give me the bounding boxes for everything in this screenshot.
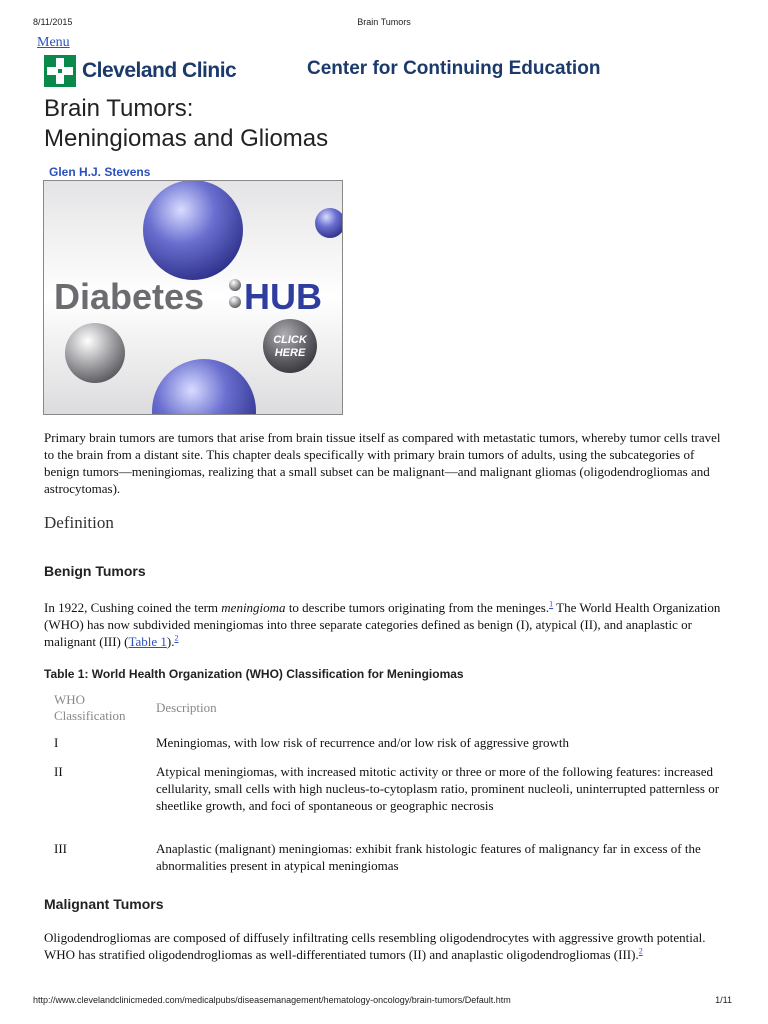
table-cell-description: Atypical meningiomas, with increased mitotic activity or three or more of the following features: increased cellularity, small cells with high nucleus-to-cytoplasm ratio, prominent nucleoli, uninterrupted patternless or sheetlike growth, and foci of spontaneous or geographic necrosis <box>156 764 720 813</box>
ad-sphere-grey <box>65 323 125 383</box>
logo-text: Cleveland Clinic <box>82 59 237 82</box>
menu-link[interactable]: Menu <box>37 35 70 50</box>
print-date: 8/11/2015 <box>33 17 73 27</box>
table-cell-description: Anaplastic (malignant) meningiomas: exhibit frank histologic features of malignancy far in excess of the abnormalities present in atypical meningiomas <box>156 841 701 873</box>
print-page-number: 1/11 <box>715 995 732 1005</box>
table-cell-class: III <box>54 841 67 856</box>
reference-1-link[interactable]: 1 <box>549 599 554 609</box>
reference-2-link[interactable]: 2 <box>174 633 179 643</box>
title-line-2: Meningiomas and Gliomas <box>44 125 329 152</box>
ad-sphere-large <box>143 181 243 280</box>
title-line-1: Brain Tumors: <box>44 95 194 122</box>
intro-paragraph: Primary brain tumors are tumors that arise from brain tissue itself as compared with metastatic tumors, whereby tumor cells travel to the brain from a distant site. This chapter deals specifically with primary brain tumors of adults, using the subcategories of benign tumors—meningiomas, realizing that a small subset can be malignant—and malignant gliomas (oligodendrogliomas and astrocytomas). <box>44 430 721 496</box>
ad-click-here-button[interactable] <box>263 319 317 373</box>
print-footer <box>0 995 768 1007</box>
table-1-caption: Table 1: World Health Organization (WHO) Classification for Meningiomas <box>44 667 464 681</box>
table-cell-class: I <box>54 735 59 750</box>
center-title: Center for Continuing Education <box>307 58 601 79</box>
malignant-paragraph: Oligodendrogliomas are composed of diffusely infiltrating cells resembling oligodendrocytes with aggressive growth potential. WHO has stratified oligodendrogliomas as well-differentiated tumors (II) and anaplastic oligodendrogliomas (III).$^2$ <box>44 930 706 962</box>
ad-click-line1: CLICK <box>273 334 307 346</box>
print-url: http://www.clevelandclinicmeded.com/medicalpubs/diseasemanagement/hematology-oncology/brain-tumors/Default.htm <box>33 995 511 1005</box>
page-title <box>44 94 328 154</box>
reference-2-link[interactable]: 2 <box>638 946 643 956</box>
cleveland-clinic-cross-icon <box>44 55 76 87</box>
table-header-classification: WHO Classification <box>54 692 126 723</box>
table-cell-description: Meningiomas, with low risk of recurrence and/or low risk of aggressive growth <box>156 735 570 750</box>
table-1-link[interactable]: Table 1 <box>128 634 167 649</box>
cleveland-clinic-logo[interactable] <box>44 55 236 87</box>
ad-word-hub: HUB <box>244 276 322 317</box>
diabetes-hub-ad[interactable] <box>43 180 343 415</box>
print-header <box>0 17 768 29</box>
ad-dot-bottom <box>229 296 241 308</box>
term-meningioma: meningioma <box>221 600 286 615</box>
table-cell-class: II <box>54 764 63 779</box>
ad-click-line2: HERE <box>274 347 306 359</box>
benign-tumors-heading: Benign Tumors <box>44 563 146 579</box>
ad-word-diabetes: Diabetes <box>54 276 205 317</box>
print-title: Brain Tumors <box>357 17 411 27</box>
malignant-tumors-heading: Malignant Tumors <box>44 896 164 912</box>
ad-dot-top <box>229 279 241 291</box>
table-header-description: Description <box>156 700 217 715</box>
definition-heading: Definition <box>44 513 114 532</box>
benign-paragraph: In 1922, Cushing coined the term meningioma to describe tumors originating from the meninges.$^1$ The World Health Organization (WHO) has now subdivided meningiomas into three separate categories defined as benign (I), atypical (II), and anaplastic or malignant (III) (Table 1).$^2$ <box>44 599 721 649</box>
author-link[interactable]: Glen H.J. Stevens <box>49 165 151 179</box>
